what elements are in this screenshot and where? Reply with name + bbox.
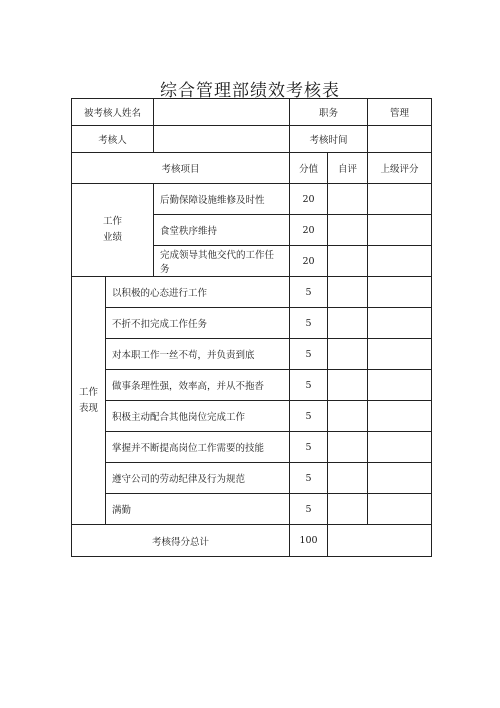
item-score: 5 [290, 401, 328, 432]
item-name: 掌握并不断提高岗位工作需要的技能 [106, 432, 290, 463]
evaluator-label: 考核人 [72, 126, 154, 153]
superior-score-cell[interactable] [368, 308, 432, 339]
self-score-cell[interactable] [328, 370, 368, 401]
self-score-cell[interactable] [328, 215, 368, 246]
total-score: 100 [290, 525, 328, 557]
table-row [72, 401, 432, 432]
form-title: 综合管理部绩效考核表 [160, 81, 340, 101]
table-header-row [72, 153, 432, 184]
table-row [72, 494, 432, 525]
table-row [72, 339, 432, 370]
table-row [72, 308, 432, 339]
superior-score-cell[interactable] [368, 215, 432, 246]
item-score: 5 [290, 339, 328, 370]
evaluator-field[interactable] [154, 126, 290, 153]
table-row [72, 463, 432, 494]
evaluation-table [71, 98, 432, 557]
header-item: 考核项目 [72, 153, 290, 184]
self-score-cell[interactable] [328, 246, 368, 277]
self-score-cell[interactable] [328, 277, 368, 308]
self-score-cell[interactable] [328, 184, 368, 215]
item-name: 后勤保障设施维修及时性 [154, 184, 290, 215]
total-remainder-cell [328, 525, 432, 557]
item-score: 20 [290, 184, 328, 215]
category-label-line2: 表现 [78, 402, 98, 414]
category-performance [72, 184, 154, 277]
item-name: 积极主动配合其他岗位完成工作 [106, 401, 290, 432]
position-value[interactable]: 管理 [368, 99, 432, 126]
evaluation-time-label: 考核时间 [290, 126, 368, 153]
item-score: 5 [290, 308, 328, 339]
item-score: 5 [290, 494, 328, 525]
header-self: 自评 [328, 153, 368, 184]
item-score: 20 [290, 215, 328, 246]
category-label-line1: 工作 [78, 386, 98, 398]
total-row [72, 525, 432, 557]
item-name: 完成领导其他交代的工作任务 [154, 246, 290, 277]
evaluation-time-field[interactable] [368, 126, 432, 153]
item-name: 做事条理性强，效率高，并从不拖沓 [106, 370, 290, 401]
table-row [72, 277, 432, 308]
item-name: 食堂秩序维持 [154, 215, 290, 246]
item-score: 5 [290, 370, 328, 401]
item-name: 以积极的心态进行工作 [106, 277, 290, 308]
header-superior: 上级评分 [368, 153, 432, 184]
superior-score-cell[interactable] [368, 463, 432, 494]
superior-score-cell[interactable] [368, 339, 432, 370]
position-label: 职务 [290, 99, 368, 126]
self-score-cell[interactable] [328, 308, 368, 339]
self-score-cell[interactable] [328, 339, 368, 370]
table-row [72, 184, 432, 215]
item-name: 满勤 [106, 494, 290, 525]
self-score-cell[interactable] [328, 494, 368, 525]
evaluated-name-label: 被考核人姓名 [72, 99, 154, 126]
superior-score-cell[interactable] [368, 246, 432, 277]
superior-score-cell[interactable] [368, 401, 432, 432]
evaluated-name-field[interactable] [154, 99, 290, 126]
total-label: 考核得分总计 [72, 525, 290, 557]
superior-score-cell[interactable] [368, 494, 432, 525]
superior-score-cell[interactable] [368, 184, 432, 215]
info-row-evaluator [72, 126, 432, 153]
category-label-line2: 业绩 [103, 232, 123, 243]
table-row [72, 370, 432, 401]
superior-score-cell[interactable] [368, 277, 432, 308]
superior-score-cell[interactable] [368, 432, 432, 463]
self-score-cell[interactable] [328, 432, 368, 463]
self-score-cell[interactable] [328, 463, 368, 494]
item-score: 5 [290, 463, 328, 494]
item-name: 遵守公司的劳动纪律及行为规范 [106, 463, 290, 494]
self-score-cell[interactable] [328, 401, 368, 432]
superior-score-cell[interactable] [368, 370, 432, 401]
header-score: 分值 [290, 153, 328, 184]
category-conduct [72, 277, 106, 525]
item-score: 20 [290, 246, 328, 277]
item-score: 5 [290, 432, 328, 463]
info-row-name [72, 99, 432, 126]
item-score: 5 [290, 277, 328, 308]
category-label-line1: 工作 [103, 216, 123, 227]
table-row [72, 432, 432, 463]
item-name: 不折不扣完成工作任务 [106, 308, 290, 339]
item-name: 对本职工作一丝不苟，并负责到底 [106, 339, 290, 370]
